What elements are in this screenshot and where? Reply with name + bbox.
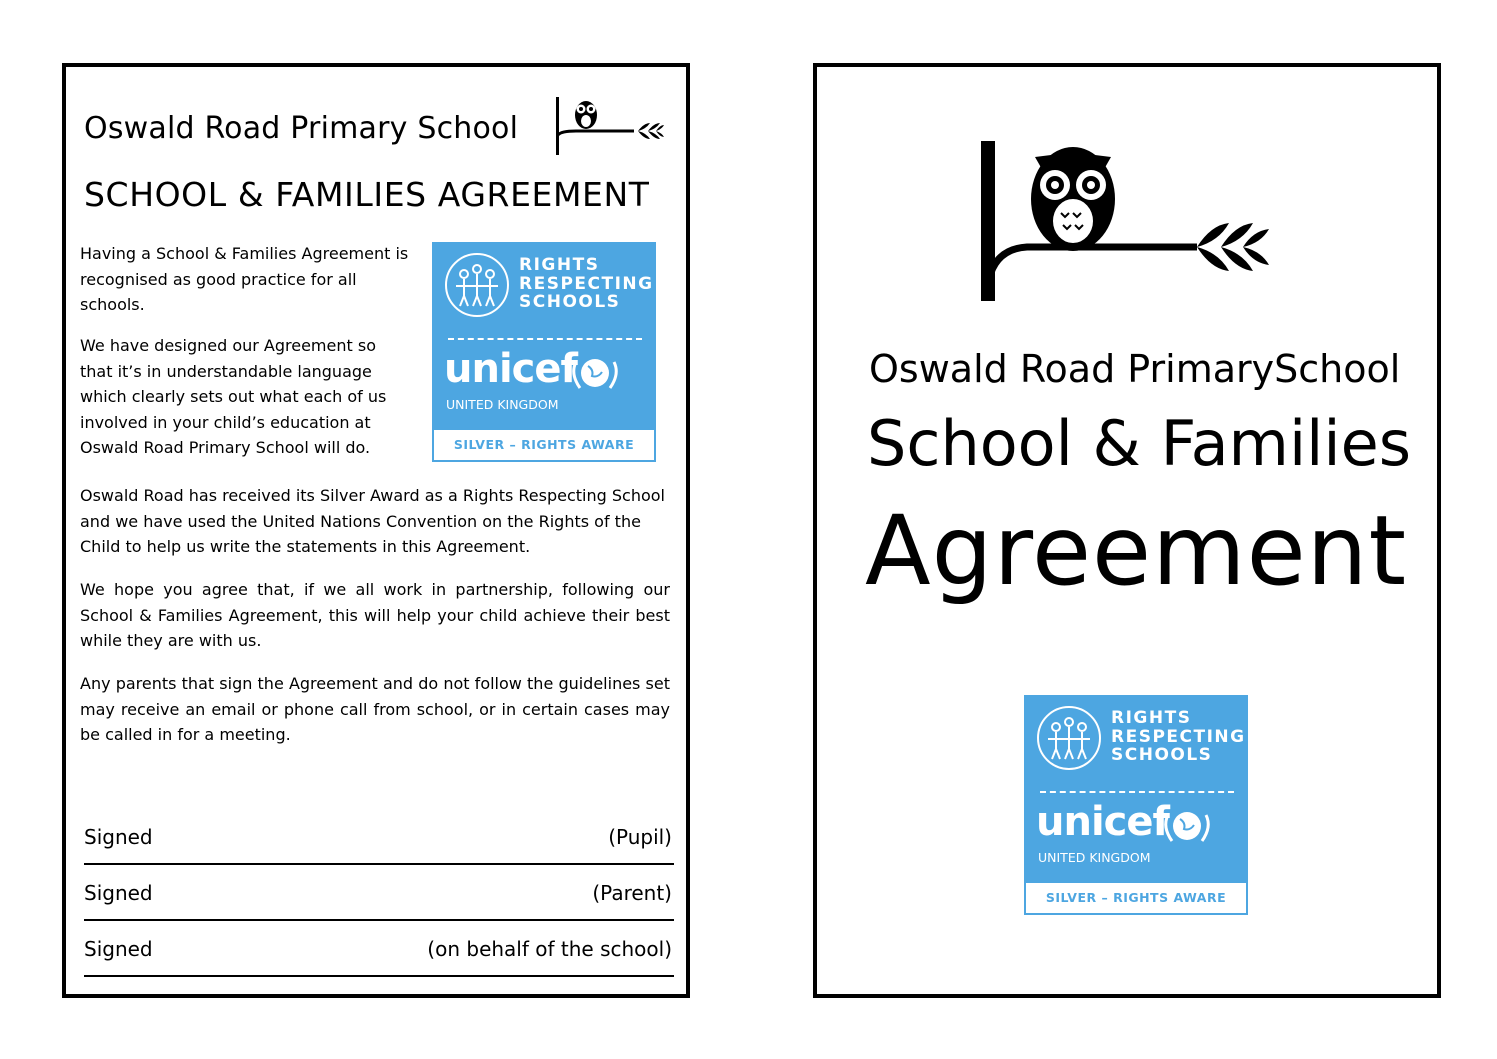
- cover-title-line2: Agreement: [865, 495, 1408, 607]
- partnership-paragraph: We hope you agree that, if we all work in partnership, following our School & Families Agreement, this will help your child achieve their best while they are with us.: [80, 580, 670, 650]
- badge-country: UNITED KINGDOM: [1038, 850, 1151, 865]
- children-holding-hands-icon: [444, 252, 510, 318]
- badge-country: UNITED KINGDOM: [446, 397, 559, 412]
- badge-divider: [1040, 791, 1234, 793]
- unicef-logo-text: unicef: [1036, 799, 1169, 845]
- school-name: Oswald Road Primary School: [84, 111, 519, 146]
- owl-on-branch-icon: [977, 137, 1277, 307]
- children-holding-hands-icon: [1036, 705, 1102, 771]
- design-paragraph: We have designed our Agreement so that it’s in understandable language which clearly sets out what each of us involved in your child’s education at Oswald Road Primary School will do.: [80, 336, 387, 457]
- badge-rights-text: RIGHTS RESPECTING SCHOOLS: [1111, 708, 1246, 766]
- guidelines-paragraph: Any parents that sign the Agreement and do not follow the guidelines set may receive an email or phone call from school, or in certain cases may be called in for a meeting.: [80, 674, 670, 744]
- unicef-logo-text: unicef: [444, 346, 577, 392]
- signed-label: Signed: [84, 881, 153, 905]
- owl-on-branch-icon: [556, 97, 666, 157]
- badge-award-level: SILVER – RIGHTS AWARE: [432, 428, 656, 462]
- rights-respecting-schools-badge: [1024, 695, 1248, 915]
- signer-role: (Parent): [592, 881, 672, 905]
- badge-divider: [448, 338, 642, 340]
- school-name: Oswald Road PrimarySchool: [869, 347, 1401, 391]
- badge-award-level: SILVER – RIGHTS AWARE: [1024, 881, 1248, 915]
- un-globe-wreath-icon: [568, 352, 622, 396]
- signer-role: (Pupil): [608, 825, 672, 849]
- signature-line-parent: [84, 873, 674, 921]
- agreement-form-page: [62, 63, 690, 998]
- un-globe-wreath-icon: [1160, 805, 1214, 849]
- signed-label: Signed: [84, 937, 153, 961]
- agreement-title: SCHOOL & FAMILIES AGREEMENT: [84, 175, 650, 214]
- cover-title-line1: School & Families: [867, 407, 1412, 480]
- rights-respecting-schools-badge: [432, 242, 656, 462]
- cover-page: [813, 63, 1441, 998]
- signature-line-school: [84, 929, 674, 977]
- badge-rights-text: RIGHTS RESPECTING SCHOOLS: [519, 255, 654, 313]
- signer-role: (on behalf of the school): [427, 937, 672, 961]
- award-paragraph: Oswald Road has received its Silver Award as a Rights Respecting School and we have used the United Nations Convention on the Rights of the Child to help us write the statements in this Agreement.: [80, 486, 665, 556]
- intro-paragraph: Having a School & Families Agreement is recognised as good practice for all schools.: [80, 244, 409, 314]
- signed-label: Signed: [84, 825, 153, 849]
- signature-line-pupil: [84, 821, 674, 865]
